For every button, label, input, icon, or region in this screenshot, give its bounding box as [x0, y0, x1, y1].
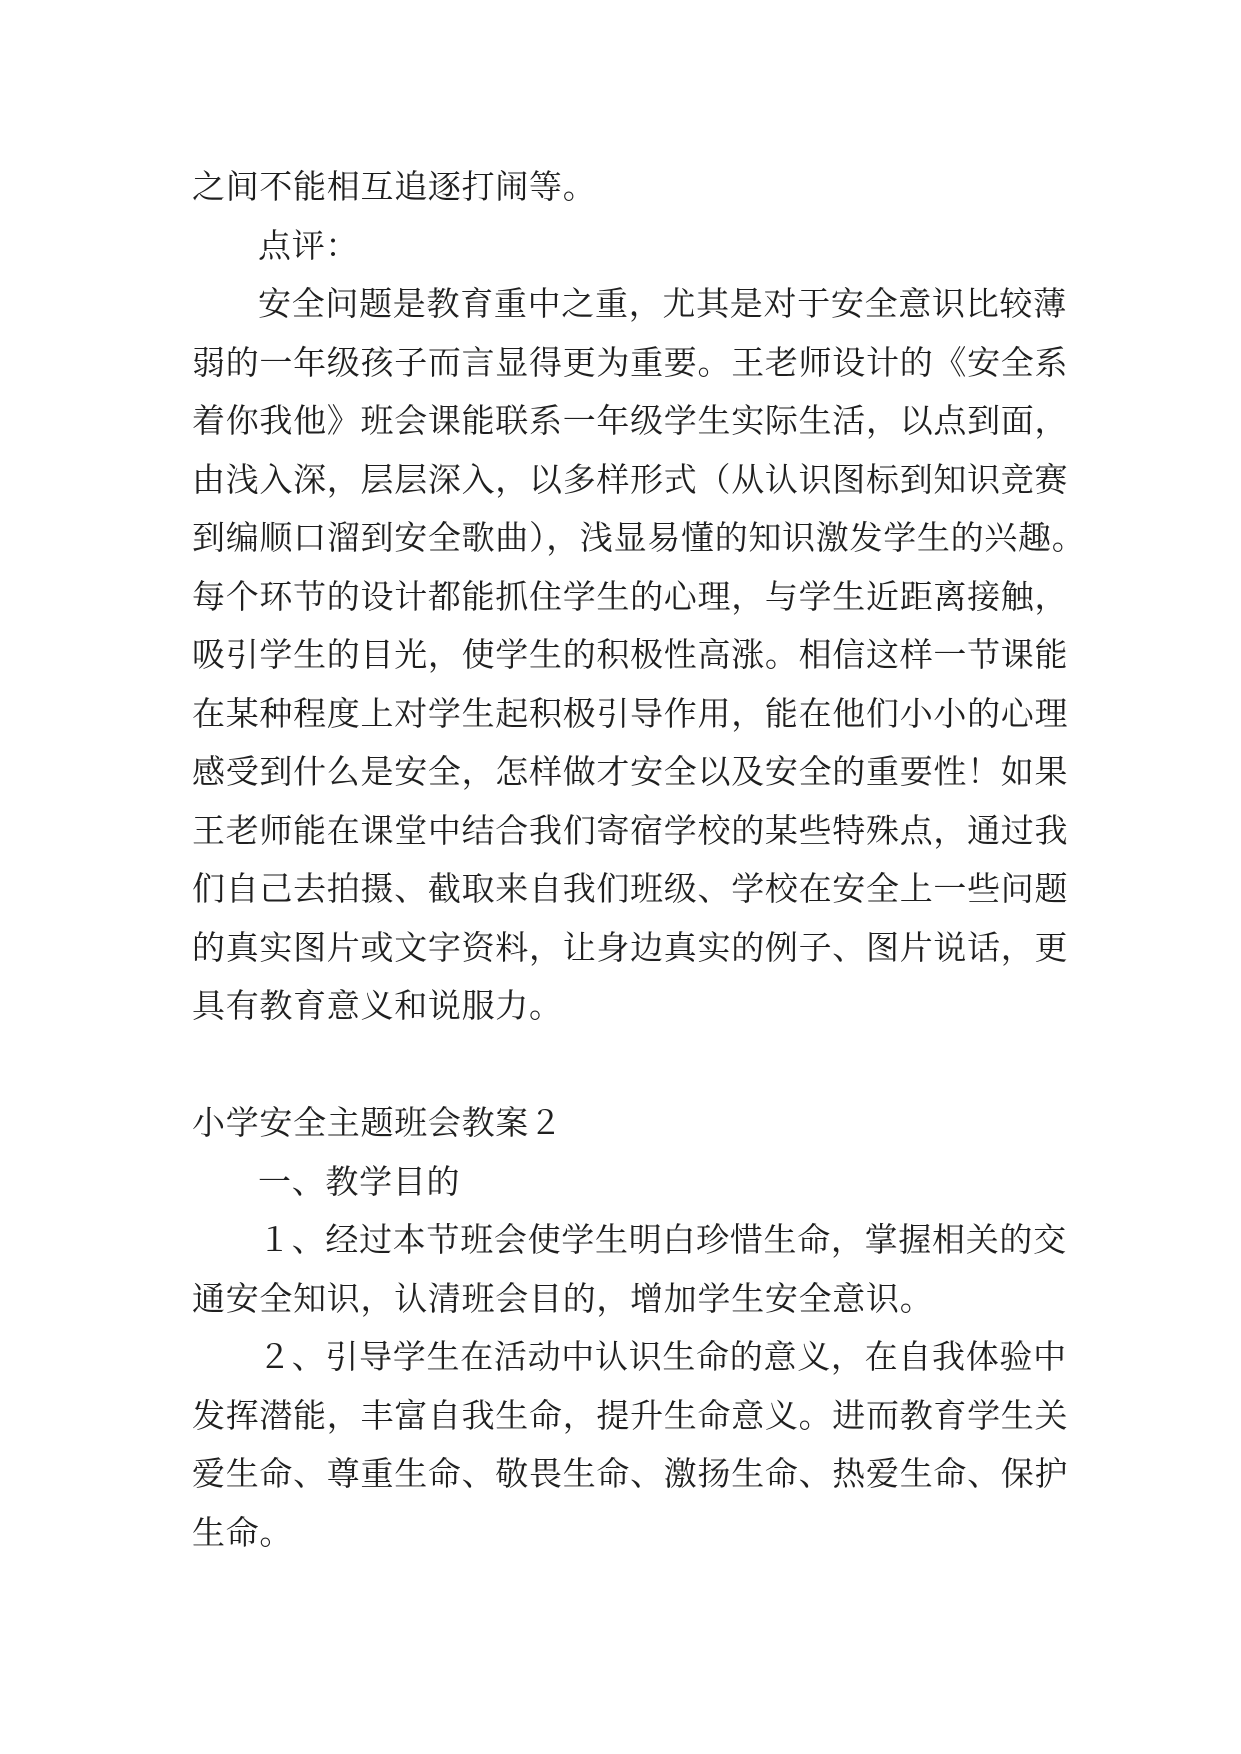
- review-line: 感受到什么是安全，怎样做才安全以及安全的重要性！如果: [192, 752, 1069, 791]
- review-label: 点评：: [258, 225, 360, 265]
- review-line: 弱的一年级孩子而言显得更为重要。王老师设计的《安全系: [192, 342, 1069, 382]
- section-heading: 一、教学目的: [258, 1161, 461, 1201]
- objective-line: ２、引导学生在活动中认识生命的意义，在自我体验中: [258, 1337, 1067, 1376]
- continuation-line: 之间不能相互追逐打闹等。: [192, 167, 597, 206]
- review-line: 王老师能在课堂中结合我们寄宿学校的某些特殊点，通过我: [192, 810, 1069, 850]
- review-line: 由浅入深，层层深入，以多样形式（从认识图标到知识竞赛: [192, 459, 1069, 499]
- review-line: 在某种程度上对学生起积极引导作用，能在他们小小的心理: [192, 693, 1069, 733]
- review-paragraph: [192, 275, 1086, 1036]
- objective-line: 通安全知识，认清班会目的，增加学生安全意识。: [192, 1278, 934, 1318]
- review-line: 到编顺口溜到安全歌曲），浅显易懂的知识激发学生的兴趣。: [192, 518, 1086, 557]
- review-line: 安全问题是教育重中之重，尤其是对于安全意识比较薄: [258, 284, 1067, 323]
- review-line: 的真实图片或文字资料，让身边真实的例子、图片说话，更: [192, 927, 1069, 967]
- objective-line: 生命。: [192, 1512, 294, 1552]
- review-line: 每个环节的设计都能抓住学生的心理，与学生近距离接触，: [192, 576, 1069, 616]
- document-body: [192, 158, 1086, 1562]
- objective-line: １、经过本节班会使学生明白珍惜生命，掌握相关的交: [258, 1220, 1067, 1259]
- review-line: 着你我他》班会课能联系一年级学生实际生活，以点到面，: [192, 401, 1069, 440]
- review-line: 吸引学生的目光，使学生的积极性高涨。相信这样一节课能: [192, 635, 1069, 674]
- review-line: 们自己去拍摄、截取来自我们班级、学校在安全上一些问题: [192, 869, 1069, 908]
- objective-line: 发挥潜能，丰富自我生命，提升生命意义。进而教育学生关: [192, 1395, 1069, 1435]
- objective-item-2: [192, 1328, 1072, 1562]
- section-title: 小学安全主题班会教案２: [192, 1103, 563, 1142]
- objective-line: 爱生命、尊重生命、敬畏生命、激扬生命、热爱生命、保护: [192, 1454, 1069, 1493]
- objective-item-1: [192, 1211, 1072, 1328]
- review-line: 具有教育意义和说服力。: [192, 986, 563, 1025]
- section-gap: [192, 1036, 1072, 1095]
